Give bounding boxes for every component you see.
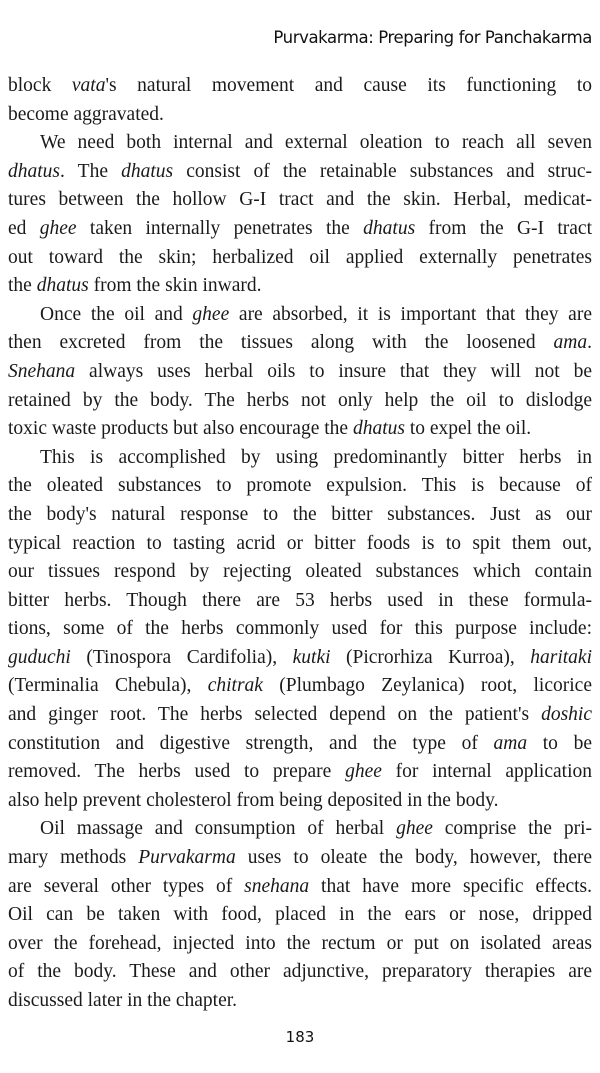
text-line — [8, 958, 592, 987]
text-run: are absorbed, it is important that they are — [229, 303, 592, 325]
text-run: out toward the skin; herbalized oil applied externally penetrates — [8, 246, 592, 268]
text-run: the oleated substances to promote expulsion. This is because of — [8, 475, 592, 497]
italic-term: dhatus — [36, 275, 89, 297]
text-run: over the forehead, injected into the rectum or put on isolated areas — [8, 932, 592, 954]
text-run: from the skin inward. — [88, 275, 262, 297]
text-run: to expel the oil. — [404, 418, 532, 440]
text-line — [8, 558, 592, 587]
italic-term: dhatus — [352, 418, 405, 440]
text-line — [8, 901, 592, 930]
text-line — [8, 873, 592, 902]
text-run: from the G-I tract — [415, 217, 593, 239]
text-run: Once the oil and — [40, 303, 193, 325]
text-line — [8, 587, 592, 616]
text-run: to be — [527, 732, 592, 754]
text-line — [8, 930, 592, 959]
text-line — [8, 701, 592, 730]
text-line — [8, 158, 592, 187]
text-line — [8, 215, 592, 244]
text-run: discussed later in the chapter. — [8, 990, 238, 1011]
text-run: (Plumbago Zeylanica) root, licorice — [262, 675, 592, 697]
text-line — [8, 530, 592, 559]
text-run: block — [8, 75, 72, 96]
text-line — [8, 186, 592, 215]
text-run: taken internally penetrates the — [76, 217, 364, 239]
text-run: and ginger root. The herbs selected depend on the patient's — [8, 704, 542, 726]
text-line — [8, 301, 592, 330]
text-line — [8, 815, 592, 844]
text-line — [8, 72, 592, 101]
text-line — [8, 272, 592, 301]
text-run: Oil massage and consumption of herbal — [40, 818, 397, 840]
text-run: for internal application — [381, 761, 592, 783]
text-run: (Picrorhiza Kurroa), — [330, 646, 531, 668]
text-run: constitution and digestive strength, and the type of — [8, 732, 494, 754]
text-run: removed. The herbs used to prepare — [8, 761, 346, 783]
text-run: become aggravated. — [8, 103, 164, 125]
text-run: ed — [8, 217, 40, 239]
running-header: Purvakarma: Preparing for Panchakarma — [273, 28, 592, 47]
text-run: the — [8, 275, 37, 297]
text-line — [8, 358, 592, 387]
text-run: bitter herbs. Though there are 53 herbs used in these formula- — [8, 589, 592, 611]
text-line — [8, 387, 592, 416]
italic-term: ama — [553, 332, 588, 354]
text-run: comprise the pri- — [432, 818, 592, 840]
italic-term: ghee — [396, 818, 433, 840]
italic-term: ghee — [39, 217, 77, 239]
italic-term: Snehana — [8, 360, 76, 382]
text-run: consist of the retainable substances and struc- — [173, 160, 592, 182]
italic-term: dhatus — [121, 160, 174, 182]
page-number: 183 — [285, 1028, 315, 1046]
text-run: then excreted from the tissues along with the loosened — [8, 332, 554, 354]
text-line — [8, 758, 592, 787]
text-run: 's natural movement and cause its functioning to — [105, 75, 592, 96]
text-run: (Tinospora Cardifolia), — [70, 646, 293, 668]
text-run: also help prevent cholesterol from being deposited in the body. — [8, 789, 499, 811]
text-line — [8, 244, 592, 273]
text-run: . — [587, 332, 592, 354]
text-run: the body's natural response to the bitter substances. Just as our — [8, 503, 592, 525]
text-line — [8, 987, 592, 1016]
text-run: . The — [60, 160, 122, 182]
text-line — [8, 615, 592, 644]
text-run: toxic waste products but also encourage the — [8, 418, 353, 440]
text-line — [8, 501, 592, 530]
text-run: We need both internal and external oleation to reach all seven — [40, 132, 592, 154]
text-run: typical reaction to tasting acrid or bitter foods is to spit them out, — [8, 532, 592, 554]
text-line — [8, 644, 592, 673]
text-line — [8, 787, 592, 816]
italic-term: snehana — [244, 875, 310, 897]
text-line — [8, 472, 592, 501]
text-run: that have more specific effects. — [309, 875, 592, 897]
italic-term: dhatus — [363, 217, 416, 239]
text-run: retained by the body. The herbs not only help the oil to dislodge — [8, 389, 592, 411]
italic-term: kutki — [292, 646, 331, 668]
italic-term: ghee — [192, 303, 230, 325]
text-run: mary methods — [8, 847, 139, 869]
italic-term: ghee — [345, 761, 382, 783]
italic-term: ama — [493, 732, 528, 754]
text-run: always uses herbal oils to insure that they will not be — [75, 360, 592, 382]
text-line — [8, 444, 592, 473]
text-line — [8, 730, 592, 759]
text-line — [8, 329, 592, 358]
text-run: This is accomplished by using predominantly bitter herbs in — [40, 446, 592, 468]
italic-term: vata — [71, 75, 106, 96]
text-line — [8, 101, 592, 130]
text-line — [8, 129, 592, 158]
text-run: are several other types of — [8, 875, 245, 897]
text-run: Oil can be taken with food, placed in the ears or nose, dripped — [8, 904, 592, 926]
italic-term: Purvakarma — [138, 847, 236, 869]
body-text — [8, 72, 592, 1016]
italic-term: dhatus — [8, 160, 61, 182]
text-line — [8, 672, 592, 701]
text-run: of the body. These and other adjunctive, preparatory therapies are — [8, 961, 592, 983]
text-run: (Terminalia Chebula), — [8, 675, 208, 697]
text-run: our tissues respond by rejecting oleated substances which contain — [8, 561, 592, 583]
italic-term: guduchi — [8, 646, 71, 668]
text-run: tures between the hollow G-I tract and the skin. Herbal, medicat- — [8, 189, 592, 211]
italic-term: doshic — [541, 704, 592, 726]
text-line — [8, 415, 592, 444]
text-run: tions, some of the herbs commonly used for this purpose include: — [8, 618, 592, 640]
text-run: uses to oleate the body, however, there — [235, 847, 592, 869]
italic-term: haritaki — [530, 646, 592, 668]
text-line — [8, 844, 592, 873]
italic-term: chitrak — [207, 675, 263, 697]
